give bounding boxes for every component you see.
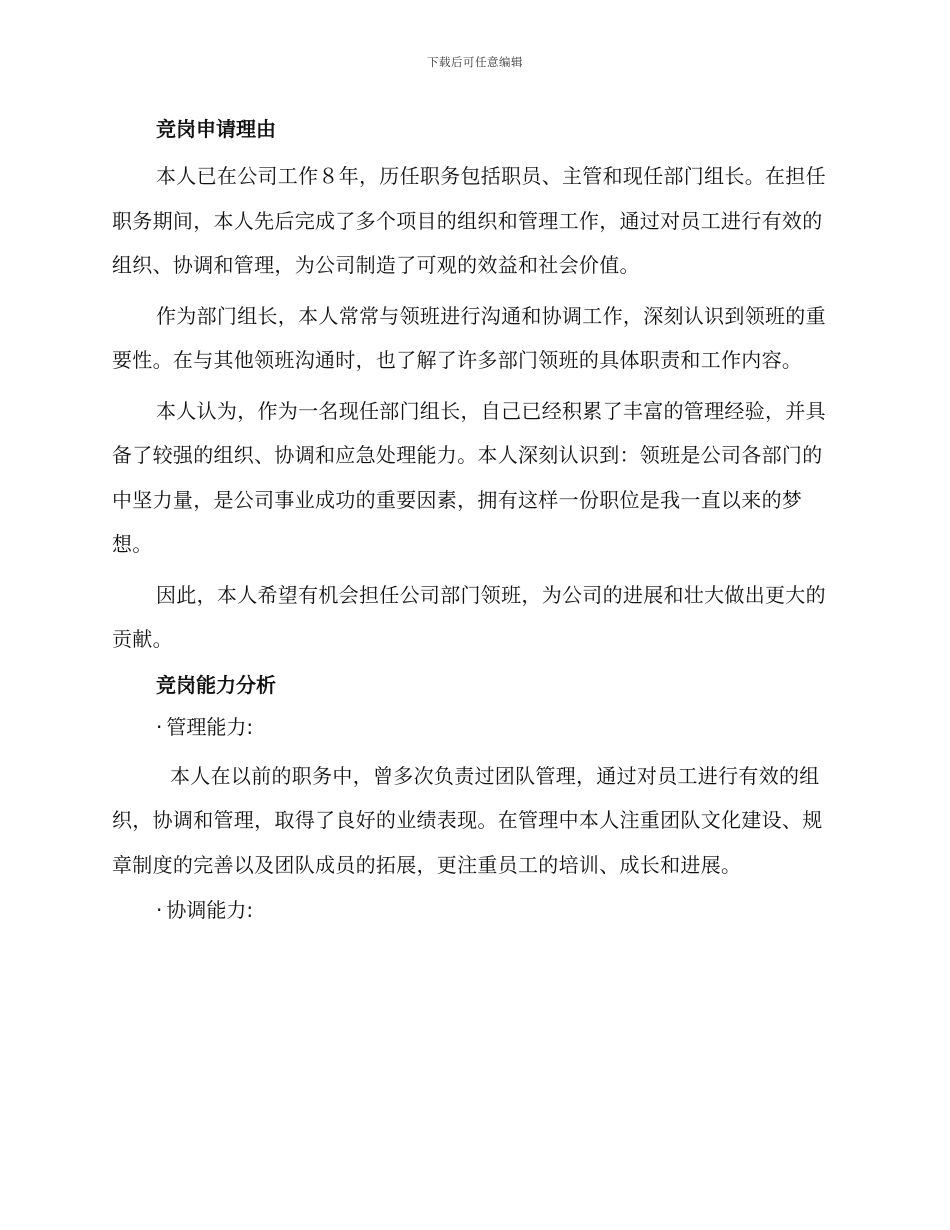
paragraph: 本人在以前的职务中，曾多次负责过团队管理，通过对员工进行有效的组织，协调和管理，取得了良好的业绩表现。在管理中本人注重团队文化建设、规章制度的完善以及团队成员的拓展，更注重员工的培训、成长和进展。 <box>112 763 823 877</box>
bullet-label: 管理能力: <box>166 714 254 739</box>
bullet-dot: · <box>156 898 163 922</box>
bullet-item-management <box>112 710 832 744</box>
document-body <box>112 112 832 937</box>
bullet-item-coordination <box>112 893 832 927</box>
paragraph: 本人已在公司工作８年，历任职务包括职员、主管和现任部门组长。在担任职务期间，本人先后完成了多个项目的组织和管理工作，通过对员工进行有效的组织、协调和管理，为公司制造了可观的效益和社会价值。 <box>112 164 826 277</box>
paragraph: 作为部门组长，本人常常与领班进行沟通和协调工作，深刻认识到领班的重要性。在与其他领班沟通时，也了解了许多部门领班的具体职责和工作内容。 <box>112 303 826 372</box>
bullet-label: 协调能力: <box>166 898 254 922</box>
section-heading-ability-analysis: 竞岗能力分析 <box>156 672 276 697</box>
bullet-dot: · <box>156 714 163 739</box>
section-heading-application-reason: 竞岗申请理由 <box>156 117 276 141</box>
paragraph: 本人认为，作为一名现任部门组长，自己已经积累了丰富的管理经验，并具备了较强的组织、协调和应急处理能力。本人深刻认识到：领班是公司各部门的中坚力量，是公司事业成功的重要因素，拥有这样一份职位是我一直以来的梦想。 <box>112 398 826 556</box>
paragraph: 因此，本人希望有机会担任公司部门领班，为公司的进展和壮大做出更大的贡献。 <box>112 582 826 651</box>
page-header: 下载后可任意编辑 <box>427 55 523 69</box>
